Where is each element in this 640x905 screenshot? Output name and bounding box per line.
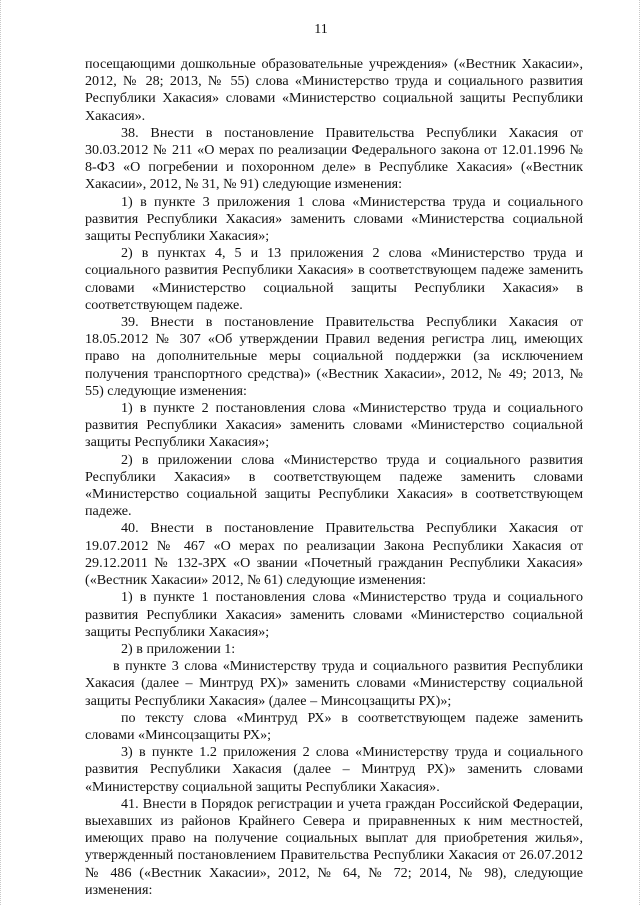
paragraph-item-41: 41. Внести в Порядок регистрации и учета граждан Российской Федерации, выехавших из районов Крайнего Севера и приравненных к ним местностей, имеющих право на получение социальных выплат для приобретения жилья», утвержденный постановлением Правительства Республики Хакасия от 26.07.2012 № 486 («Вестник Хакасии», 2012, № 64, № 72; 2014, № 98), следующие изменения:: [85, 795, 583, 898]
paragraph-40-sub-2: 2) в приложении 1:: [121, 640, 236, 657]
paragraph-40-sub-2-text: по тексту слова «Минтруд РХ» в соответствующем падеже заменить словами «Минсоцзащиты РХ»;: [85, 709, 583, 743]
paragraph-item-39: 39. Внести в постановление Правительства Республики Хакасия от 18.05.2012 № 307 «Об утверждении Правил ведения регистра лиц, имеющих право на дополнительные меры социальной поддержки (за исключением получения транспортного средства)» («Вестник Хакасии», 2012, № 49; 2013, № 55) следующие изменения:: [85, 314, 583, 399]
paragraph-40-sub-1: 1) в пункте 1 постановления слова «Министерство труда и социального развития Республики Хакасия» заменить словами «Министерство социальной защиты Республики Хакасия»;: [85, 589, 583, 640]
paragraph-38-sub-1: 1) в пункте 3 приложения 1 слова «Министерства труда и социального развития Республики Хакасия» заменить словами «Министерства социальной защиты Республики Хакасия»;: [85, 193, 583, 245]
document-body: [85, 56, 583, 899]
paragraph-39-sub-2: 2) в приложении слова «Министерство труда и социального развития Республики Хакасия» в соответствующем падеже заменить словами «Министерство социальной защиты Республики Хакасия» в соответствующем падеже.: [85, 451, 583, 520]
paragraph-continuation: посещающими дошкольные образовательные учреждения» («Вестник Хакасии», 2012, № 28; 2013, № 55) слова «Министерство труда и социального развития Республики Хакасия» словами «Министерство социальной защиты Республики Хакасия».: [85, 56, 583, 124]
page-number: 11: [314, 22, 328, 37]
paragraph-39-sub-1: 1) в пункте 2 постановления слова «Министерство труда и социального развития Республики Хакасия» заменить словами «Министерство социальной защиты Республики Хакасия»;: [85, 400, 583, 451]
paragraph-38-sub-2: 2) в пунктах 4, 5 и 13 приложения 2 слова «Министерство труда и социального развития Республики Хакасия» в соответствующем падеже заменить словами «Министерство социальной защиты Республики Хакасия» в соответствующем падеже.: [85, 245, 583, 313]
paragraph-item-40: 40. Внести в постановление Правительства Республики Хакасия от 19.07.2012 № 467 «О мерах по реализации Закона Республики Хакасия от 29.12.2011 № 132-ЗРХ «О звании «Почетный гражданин Республики Хакасия» («Вестник Хакасии» 2012, № 61) следующие изменения:: [85, 520, 583, 589]
paragraph-40-sub-2-point-3: в пункте 3 слова «Министерству труда и социального развития Республики Хакасия (далее – Минтруд РХ)» заменить словами «Министерству социальной защиты Республики Хакасия» (далее – Минсоцзащиты РХ)»;: [85, 658, 583, 709]
paragraph-40-sub-3: 3) в пункте 1.2 приложения 2 слова «Министерству труда и социального развития Республики Хакасия (далее – Минтруд РХ)» заменить словами «Министерству социальной защиты Республики Хакасия».: [85, 744, 583, 795]
paragraph-item-38: 38. Внести в постановление Правительства Республики Хакасия от 30.03.2012 № 211 «О мерах по реализации Федерального закона от 12.01.1996 № 8-ФЗ «О погребении и похоронном деле» в Республике Хакасия» («Вестник Хакасии», 2012, № 31, № 91) следующие изменения:: [85, 124, 583, 193]
